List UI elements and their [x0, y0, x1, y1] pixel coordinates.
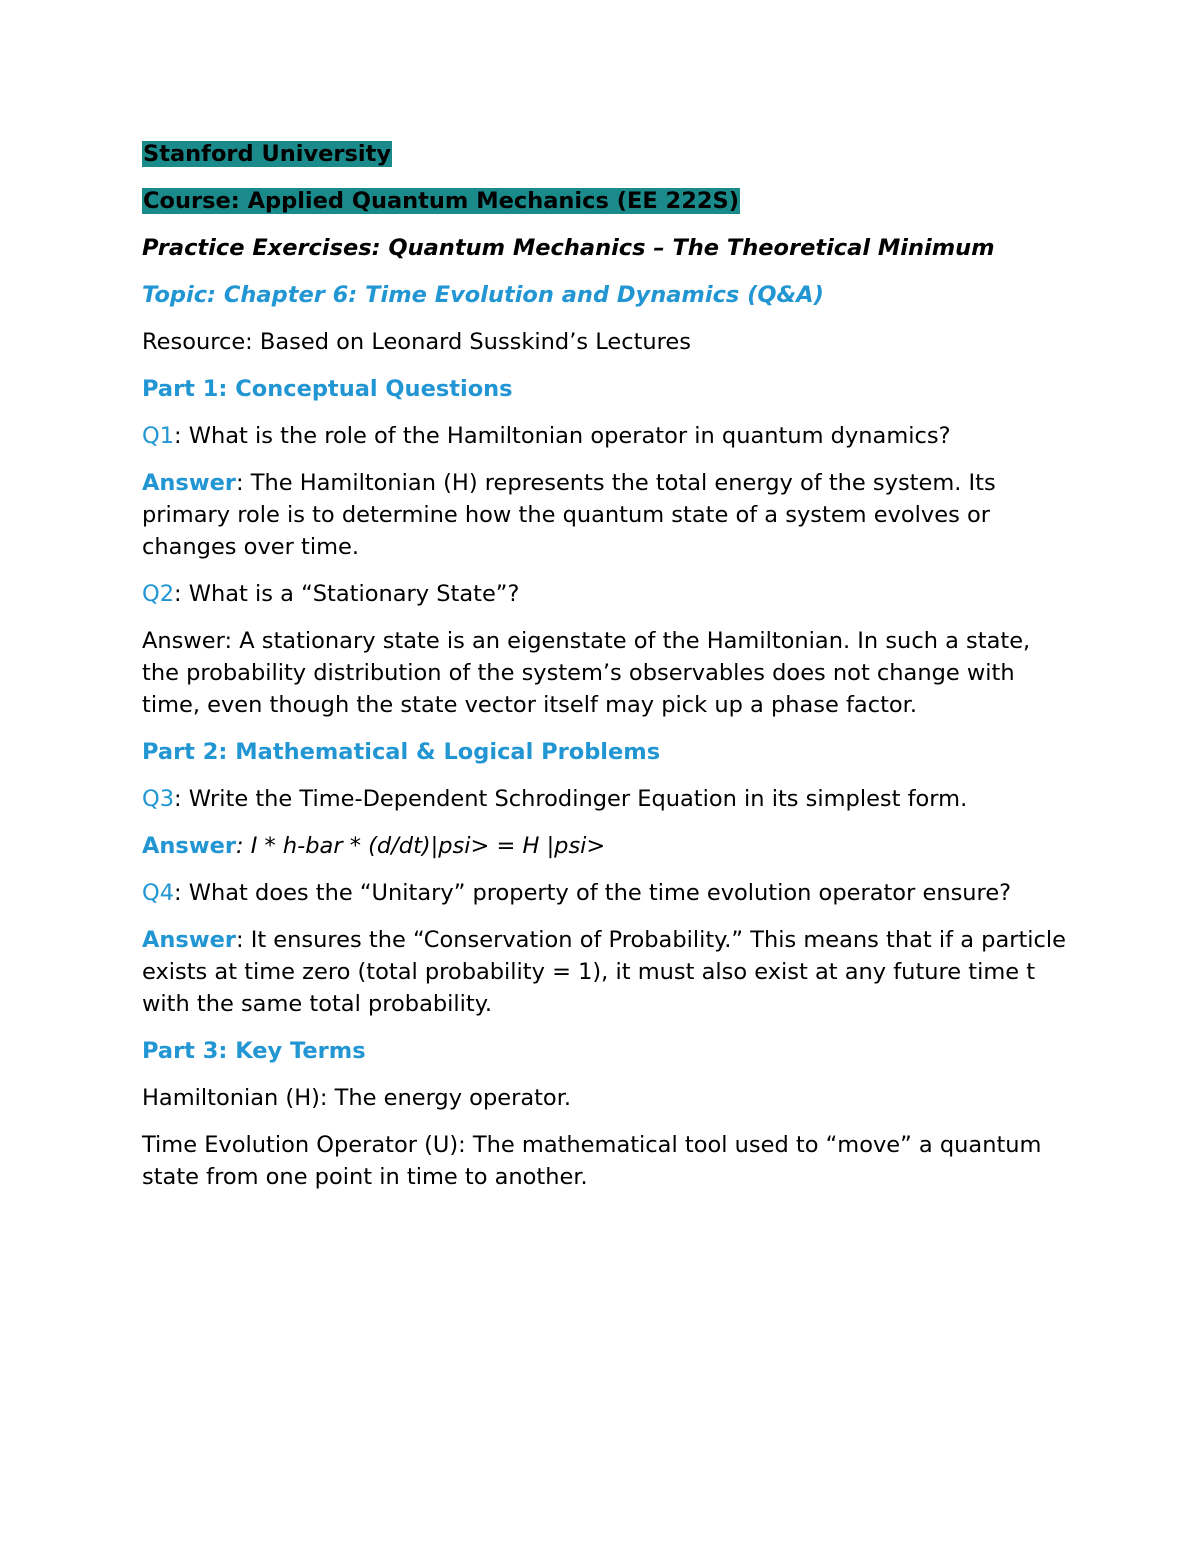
key-term-hamiltonian: Hamiltonian (H): The energy operator.: [142, 1085, 572, 1111]
q1-label: Q1: [142, 423, 175, 449]
question-1: [142, 420, 1072, 452]
q4-text: : What does the “Unitary” property of the time evolution operator ensure?: [174, 880, 1012, 906]
q1-text: : What is the role of the Hamiltonian operator in quantum dynamics?: [174, 423, 951, 449]
practice-title: Practice Exercises: Quantum Mechanics – The Theoretical Minimum: [142, 235, 995, 261]
document-page: [142, 138, 1072, 1208]
answer-3: [142, 830, 1072, 862]
resource-line: Resource: Based on Leonard Susskind’s Lectures: [142, 329, 691, 355]
a3-text: : I * h-bar * (d/dt)|psi> = H |psi>: [235, 833, 606, 859]
university-name: Stanford University: [143, 141, 391, 167]
question-4: [142, 877, 1072, 909]
q2-label: Q2: [142, 581, 175, 607]
answer-1: [142, 467, 1072, 563]
a3-label: Answer: [142, 833, 236, 859]
topic-title: Topic: Chapter 6: Time Evolution and Dynamics (Q&A): [142, 282, 824, 308]
course-title: Course: Applied Quantum Mechanics (EE 222S): [143, 188, 740, 214]
answer-4: [142, 924, 1072, 1020]
course-line: [142, 185, 1072, 217]
key-term-time-evolution: Time Evolution Operator (U): The mathematical tool used to “move” a quantum state from one point in time to another.: [142, 1132, 1042, 1190]
q3-label: Q3: [142, 786, 175, 812]
a4-text: : It ensures the “Conservation of Probability.” This means that if a particle exists at time zero (total probability = 1), it must also exist at any future time t with the same total probability.: [142, 927, 1067, 1017]
part3-heading: Part 3: Key Terms: [142, 1038, 366, 1064]
q2-text: : What is a “Stationary State”?: [174, 581, 520, 607]
answer-2: Answer: A stationary state is an eigenstate of the Hamiltonian. In such a state, the probability distribution of the system’s observables does not change with time, even though the state vector itself may pick up a phase factor.: [142, 628, 1031, 718]
a1-label: Answer: [142, 470, 236, 496]
part1-heading: Part 1: Conceptual Questions: [142, 376, 513, 402]
part2-heading: Part 2: Mathematical & Logical Problems: [142, 739, 661, 765]
university-line: [142, 138, 1072, 170]
question-2: [142, 578, 1072, 610]
q3-text: : Write the Time-Dependent Schrodinger Equation in its simplest form.: [174, 786, 968, 812]
a1-text: : The Hamiltonian (H) represents the total energy of the system. Its primary role is to determine how the quantum state of a system evolves or changes over time.: [142, 470, 996, 560]
a4-label: Answer: [142, 927, 236, 953]
q4-label: Q4: [142, 880, 175, 906]
question-3: [142, 783, 1072, 815]
